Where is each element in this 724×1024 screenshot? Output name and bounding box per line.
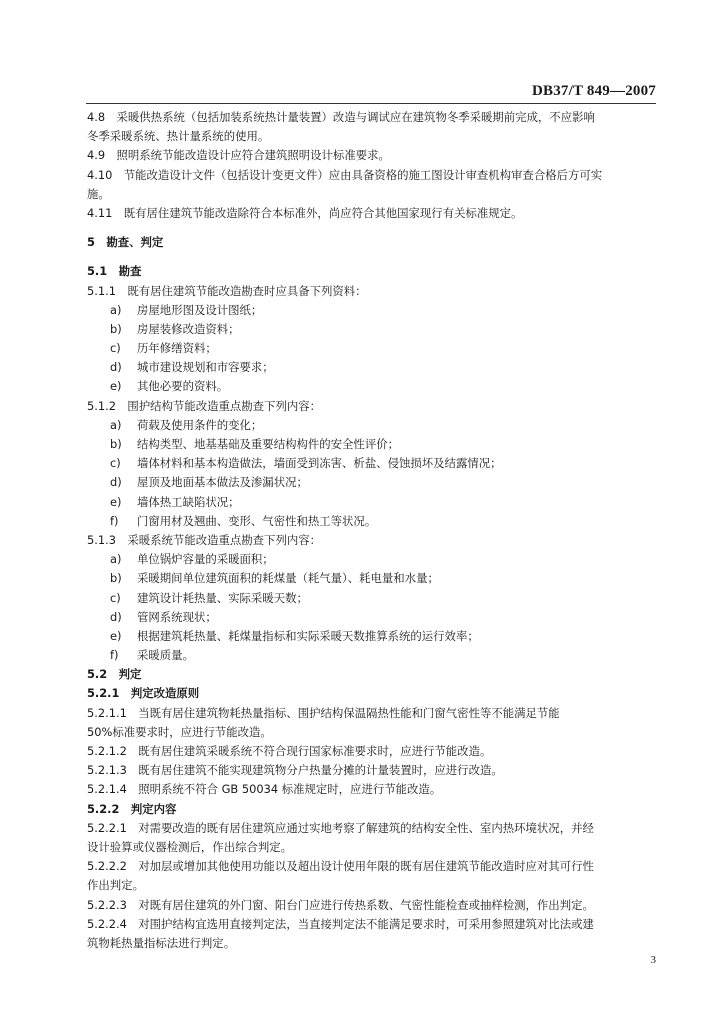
clause-5-2-1-1-cont: 50%标准要求时，应进行节能改造。 bbox=[87, 724, 272, 739]
list-item: b) 采暖期间单位建筑面积的耗煤量（耗气量）、耗电量和水量； bbox=[110, 571, 439, 586]
section-5-1-heading: 5.1 勘查 bbox=[87, 264, 142, 279]
list-item: e) 墙体热工缺陷状况； bbox=[110, 494, 240, 509]
clause-4-11: 4.11 既有居住建筑节能改造除符合本标准外，尚应符合其他国家现行有关标准规定。 bbox=[87, 205, 523, 220]
list-item: c) 墙体材料和基本构造做法，墙面受到冻害、析盐、侵蚀损坏及结露情况； bbox=[110, 456, 502, 471]
list-item: d) 屋顶及地面基本做法及渗漏状况； bbox=[110, 475, 308, 490]
page-number: 3 bbox=[650, 954, 656, 966]
clause-4-10: 4.10 节能改造设计文件（包括设计变更文件）应由具备资格的施工图设计审查机构审查合格后方可实 bbox=[87, 167, 603, 182]
clause-5-2-1-2: 5.2.1.2 既有居住建筑采暖系统不符合现行国家标准要求时，应进行节能改造。 bbox=[87, 744, 492, 758]
clause-4-8-cont: 冬季采暖系统、热计量系统的使用。 bbox=[87, 129, 270, 144]
list-item: a) 单位锅炉容量的采暖面积； bbox=[110, 552, 274, 567]
clause-5-2-1-1: 5.2.1.1 当既有居住建筑物耗热量指标、围护结构保温隔热性能和门窗气密性等不能满足节能 bbox=[87, 705, 560, 720]
list-item: b) 房屋装修改造资料； bbox=[110, 321, 240, 336]
clause-4-8: 4.8 采暖供热系统（包括加装系统热计量装置）改造与调试应在建筑物冬季采暖期前完成，不应影响 bbox=[87, 110, 595, 124]
list-item: f) 采暖质量。 bbox=[110, 648, 194, 663]
clause-4-9: 4.9 照明系统节能改造设计应符合建筑照明设计标准要求。 bbox=[87, 148, 390, 163]
standard-code: DB37/T 849—2007 bbox=[532, 83, 656, 99]
clause-5-2-1-3: 5.2.1.3 既有居住建筑不能实现建筑物分户热量分摊的计量装置时，应进行改造。 bbox=[87, 763, 503, 778]
list-item: b) 结构类型、地基基础及重要结构构件的安全性评价； bbox=[110, 437, 399, 451]
list-item: e) 根据建筑耗热量、耗煤量指标和实际采暖天数推算系统的运行效率； bbox=[110, 628, 479, 643]
list-item: a) 房屋地形图及设计图纸； bbox=[110, 302, 263, 317]
clause-5-2-2-2-cont: 作出判定。 bbox=[87, 878, 144, 893]
clause-5-1-3: 5.1.3 采暖系统节能改造重点勘查下列内容： bbox=[87, 532, 322, 547]
document-body bbox=[87, 108, 657, 953]
section-5-2-1-heading: 5.2.1 判定改造原则 bbox=[87, 686, 200, 701]
clause-5-1-1: 5.1.1 既有居住建筑节能改造勘查时应具备下列资料： bbox=[87, 283, 367, 298]
section-5-2-2-heading: 5.2.2 判定内容 bbox=[87, 801, 177, 816]
clause-5-2-2-1: 5.2.2.1 对需要改造的既有居住建筑应通过实地考察了解建筑的结构安全性、室内热环境状况，并经 bbox=[87, 820, 594, 835]
section-5-2-heading: 5.2 判定 bbox=[87, 667, 142, 682]
list-item: e) 其他必要的资料。 bbox=[110, 379, 229, 394]
clause-5-2-2-4: 5.2.2.4 对围护结构宜选用直接判定法，当直接判定法不能满足要求时，可采用参照建筑对比法或建 bbox=[87, 916, 594, 931]
clause-5-2-2-4-cont: 筑物耗热量指标法进行判定。 bbox=[87, 935, 236, 950]
list-item: a) 荷载及使用条件的变化； bbox=[110, 417, 263, 432]
clause-5-2-2-1-cont: 设计验算或仪器检测后，作出综合判定。 bbox=[87, 839, 293, 854]
clause-5-2-2-2: 5.2.2.2 对加层或增加其他使用功能以及超出设计使用年限的既有居住建筑节能改造时应对其可行性 bbox=[87, 859, 594, 874]
list-item: d) 管网系统现状； bbox=[110, 609, 217, 624]
list-item: d) 城市建设规划和市容要求； bbox=[110, 360, 274, 375]
list-item: c) 建筑设计耗热量、实际采暖天数； bbox=[110, 590, 308, 605]
clause-5-1-2: 5.1.2 围护结构节能改造重点勘查下列内容： bbox=[87, 398, 322, 413]
section-5-heading: 5 勘查、判定 bbox=[87, 235, 164, 250]
clause-5-2-2-3: 5.2.2.3 对既有居住建筑的外门窗、阳台门应进行传热系数、气密性能检查或抽样检测，作出判定。 bbox=[87, 897, 594, 912]
clause-5-2-1-4: 5.2.1.4 照明系统不符合 GB 50034 标准规定时，应进行节能改造。 bbox=[87, 782, 442, 797]
list-item: f) 门窗用材及翘曲、变形、气密性和热工等状况。 bbox=[110, 513, 377, 528]
clause-4-10-cont: 施。 bbox=[87, 186, 110, 201]
list-item: c) 历年修缮资料； bbox=[110, 341, 217, 356]
header-rule bbox=[86, 103, 656, 104]
